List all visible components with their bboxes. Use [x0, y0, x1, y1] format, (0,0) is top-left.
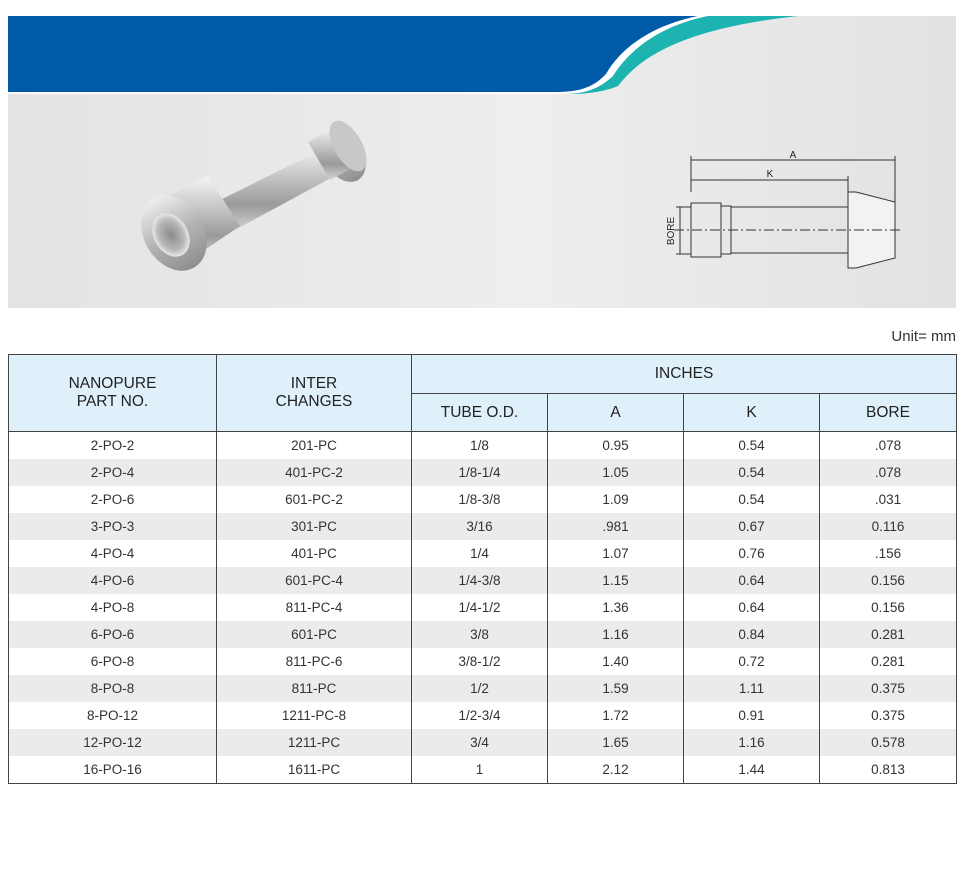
cell-part-no: 8-PO-12 — [9, 702, 217, 729]
cell-inter-changes: 601-PC — [217, 621, 412, 648]
table-row — [9, 702, 957, 729]
cell-part-no: 4-PO-6 — [9, 567, 217, 594]
cell-bore: 0.578 — [820, 729, 957, 756]
cell-inter-changes: 401-PC-2 — [217, 459, 412, 486]
cell-k: 0.54 — [684, 459, 820, 486]
cell-a: 1.07 — [548, 540, 684, 567]
cell-a: 1.09 — [548, 486, 684, 513]
cell-a: 1.36 — [548, 594, 684, 621]
cell-tube-od: 1/4-1/2 — [412, 594, 548, 621]
header-inter-changes — [217, 355, 412, 432]
cell-k: 0.64 — [684, 594, 820, 621]
cell-inter-changes: 811-PC-6 — [217, 648, 412, 675]
dimension-k-label: K — [766, 169, 774, 180]
cell-inter-changes: 811-PC-4 — [217, 594, 412, 621]
cell-part-no: 6-PO-6 — [9, 621, 217, 648]
cell-tube-od: 1/2 — [412, 675, 548, 702]
cell-k: 0.54 — [684, 486, 820, 513]
header-inter-line2: CHANGES — [275, 393, 353, 410]
cell-bore: 0.813 — [820, 756, 957, 784]
header-part-no-line2: PART NO. — [76, 393, 149, 410]
header-inches: INCHES — [412, 355, 957, 394]
cell-tube-od: 1/4 — [412, 540, 548, 567]
cell-k: 0.67 — [684, 513, 820, 540]
cell-part-no: 2-PO-6 — [9, 486, 217, 513]
cell-tube-od: 1/8-3/8 — [412, 486, 548, 513]
cell-bore: .156 — [820, 540, 957, 567]
cell-k: 0.72 — [684, 648, 820, 675]
cell-bore: .078 — [820, 432, 957, 460]
table-row — [9, 594, 957, 621]
header-a: A — [548, 394, 684, 432]
cell-bore: 0.156 — [820, 567, 957, 594]
cell-part-no: 16-PO-16 — [9, 756, 217, 784]
cell-k: 1.11 — [684, 675, 820, 702]
cell-part-no: 2-PO-4 — [9, 459, 217, 486]
port-connector-image — [128, 115, 375, 283]
cell-inter-changes: 401-PC — [217, 540, 412, 567]
cell-k: 0.54 — [684, 432, 820, 460]
table-row — [9, 486, 957, 513]
cell-part-no: 3-PO-3 — [9, 513, 217, 540]
table-row — [9, 513, 957, 540]
dimension-bore-label: BORE — [666, 216, 677, 246]
specification-table — [8, 354, 957, 784]
header-k: K — [684, 394, 820, 432]
header-banner — [8, 16, 956, 308]
cell-bore: 0.281 — [820, 648, 957, 675]
cell-bore: .031 — [820, 486, 957, 513]
cell-bore: .078 — [820, 459, 957, 486]
cell-tube-od: 1 — [412, 756, 548, 784]
cell-bore: 0.156 — [820, 594, 957, 621]
unit-note: Unit= mm — [891, 328, 956, 345]
cell-inter-changes: 1611-PC — [217, 756, 412, 784]
cell-bore: 0.281 — [820, 621, 957, 648]
cell-tube-od: 3/4 — [412, 729, 548, 756]
cell-tube-od: 1/4-3/8 — [412, 567, 548, 594]
table-row — [9, 540, 957, 567]
cell-part-no: 6-PO-8 — [9, 648, 217, 675]
cell-a: 1.40 — [548, 648, 684, 675]
specification-table-body — [9, 432, 957, 784]
cell-part-no: 4-PO-8 — [9, 594, 217, 621]
cell-a: 1.16 — [548, 621, 684, 648]
cell-tube-od: 1/8-1/4 — [412, 459, 548, 486]
cell-a: 0.95 — [548, 432, 684, 460]
banner-graphics — [8, 16, 956, 308]
cell-inter-changes: 1211-PC — [217, 729, 412, 756]
cell-a: 1.05 — [548, 459, 684, 486]
cell-bore: 0.116 — [820, 513, 957, 540]
cell-k: 0.84 — [684, 621, 820, 648]
cell-k: 1.16 — [684, 729, 820, 756]
cell-inter-changes: 201-PC — [217, 432, 412, 460]
table-row — [9, 648, 957, 675]
header-tube-od: TUBE O.D. — [412, 394, 548, 432]
cell-k: 0.76 — [684, 540, 820, 567]
brand-swoosh — [8, 16, 798, 94]
cell-bore: 0.375 — [820, 702, 957, 729]
cell-a: 2.12 — [548, 756, 684, 784]
cell-inter-changes: 601-PC-2 — [217, 486, 412, 513]
table-row — [9, 621, 957, 648]
table-row — [9, 756, 957, 784]
cell-tube-od: 1/8 — [412, 432, 548, 460]
cell-tube-od: 3/16 — [412, 513, 548, 540]
cell-a: 1.72 — [548, 702, 684, 729]
cell-tube-od: 3/8 — [412, 621, 548, 648]
table-row — [9, 675, 957, 702]
header-inter-line1: INTER — [290, 375, 338, 392]
cell-part-no: 4-PO-4 — [9, 540, 217, 567]
table-row — [9, 432, 957, 460]
cell-part-no: 8-PO-8 — [9, 675, 217, 702]
cell-k: 1.44 — [684, 756, 820, 784]
cell-part-no: 12-PO-12 — [9, 729, 217, 756]
cell-bore: 0.375 — [820, 675, 957, 702]
dimension-a-label: A — [789, 150, 797, 161]
cell-a: 1.65 — [548, 729, 684, 756]
cell-a: 1.59 — [548, 675, 684, 702]
cell-inter-changes: 811-PC — [217, 675, 412, 702]
header-part-no-line1: NANOPURE — [68, 375, 157, 392]
cell-part-no: 2-PO-2 — [9, 432, 217, 460]
cell-k: 0.91 — [684, 702, 820, 729]
cell-a: 1.15 — [548, 567, 684, 594]
table-row — [9, 567, 957, 594]
cell-a: .981 — [548, 513, 684, 540]
cell-tube-od: 1/2-3/4 — [412, 702, 548, 729]
table-row — [9, 729, 957, 756]
header-part-no — [9, 355, 217, 432]
header-bore: BORE — [820, 394, 957, 432]
cell-inter-changes: 1211-PC-8 — [217, 702, 412, 729]
cell-tube-od: 3/8-1/2 — [412, 648, 548, 675]
table-row — [9, 459, 957, 486]
dimension-diagram — [666, 150, 903, 268]
cell-inter-changes: 301-PC — [217, 513, 412, 540]
cell-inter-changes: 601-PC-4 — [217, 567, 412, 594]
cell-k: 0.64 — [684, 567, 820, 594]
